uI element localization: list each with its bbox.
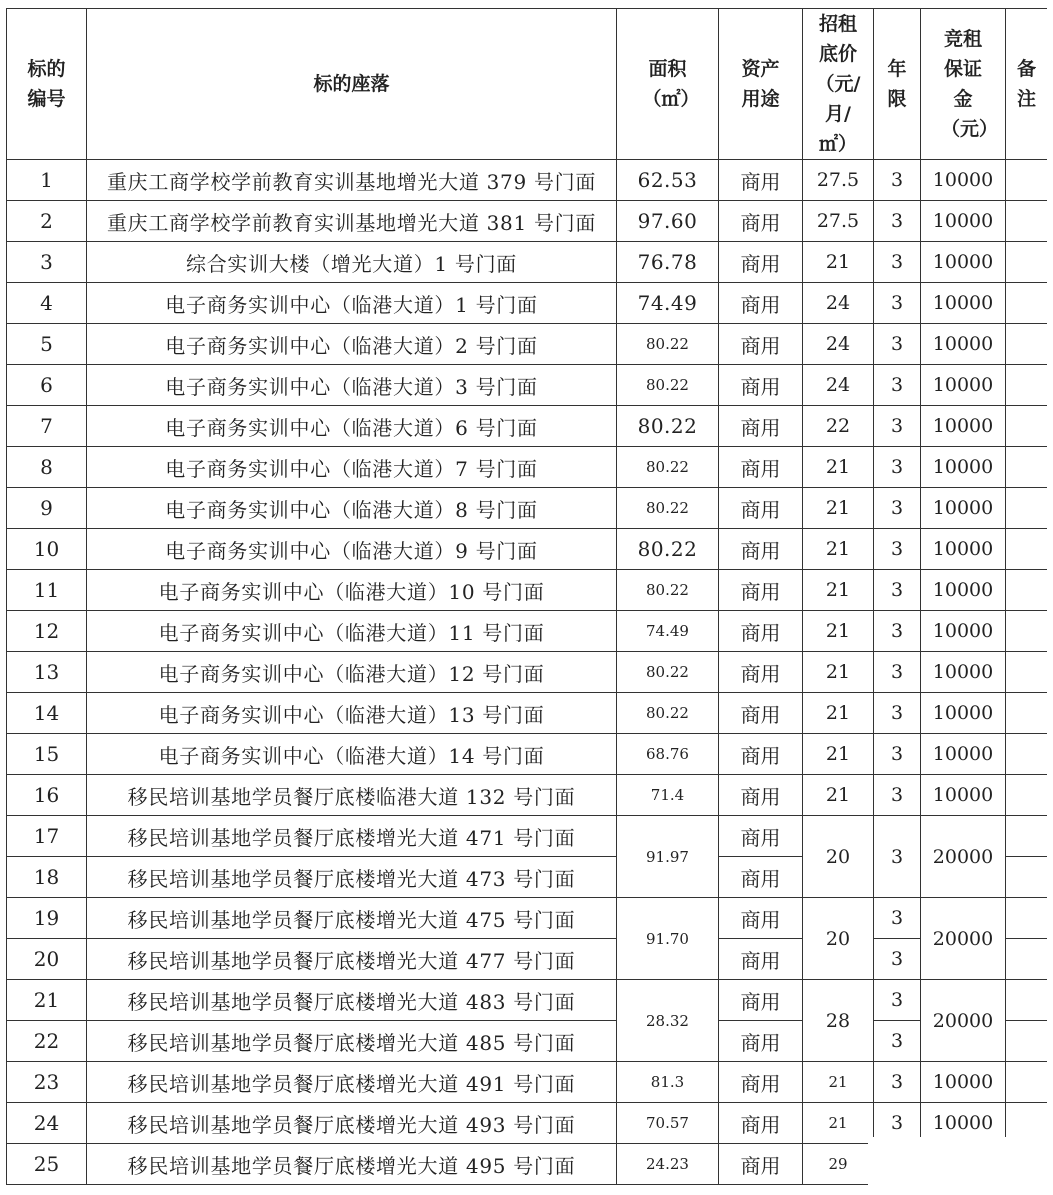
cell-price: 20 (803, 898, 874, 980)
table-row (7, 939, 1048, 980)
cell-price: 24 (803, 365, 874, 406)
cell-no: 21 (7, 980, 87, 1021)
cell-years: 3 (874, 652, 921, 693)
cell-remark (1006, 898, 1048, 939)
table-row (7, 611, 1048, 652)
cell-deposit: 10000 (921, 693, 1006, 734)
cell-area: 80.22 (617, 406, 719, 447)
cell-use: 商用 (719, 529, 803, 570)
cell-area: 62.53 (617, 160, 719, 201)
cell-use: 商用 (719, 201, 803, 242)
cell-deposit: 10000 (921, 1103, 1006, 1144)
cell-no: 19 (7, 898, 87, 939)
cell-years: 3 (874, 324, 921, 365)
header-location: 标的座落 (87, 9, 617, 160)
cell-years: 3 (874, 816, 921, 898)
cell-location: 电子商务实训中心（临港大道）7 号门面 (87, 447, 617, 488)
cell-no: 17 (7, 816, 87, 857)
cell-remark (1006, 160, 1048, 201)
table-row (7, 529, 1048, 570)
cell-no: 4 (7, 283, 87, 324)
header-use: 资产用途 (719, 9, 803, 160)
cell-price: 21 (803, 570, 874, 611)
cell-years: 3 (874, 529, 921, 570)
table-row (7, 488, 1048, 529)
cell-use: 商用 (719, 160, 803, 201)
cell-use: 商用 (719, 365, 803, 406)
cell-deposit: 10000 (921, 611, 1006, 652)
cell-no: 16 (7, 775, 87, 816)
cell-area: 91.70 (617, 898, 719, 980)
cell-years: 3 (874, 406, 921, 447)
cell-use: 商用 (719, 775, 803, 816)
cell-deposit: 10000 (921, 488, 1006, 529)
table-row (7, 406, 1048, 447)
cell-use: 商用 (719, 1103, 803, 1144)
cell-use: 商用 (719, 283, 803, 324)
cell-no: 22 (7, 1021, 87, 1062)
cell-location: 电子商务实训中心（临港大道）14 号门面 (87, 734, 617, 775)
cell-area: 74.49 (617, 283, 719, 324)
cell-price: 29 (803, 1144, 874, 1185)
cell-years: 3 (874, 775, 921, 816)
table-row (7, 365, 1048, 406)
header-no: 标的编号 (7, 9, 87, 160)
cell-deposit: 10000 (921, 1062, 1006, 1103)
cell-location: 移民培训基地学员餐厅底楼增光大道 493 号门面 (87, 1103, 617, 1144)
cell-price: 21 (803, 652, 874, 693)
cell-use: 商用 (719, 406, 803, 447)
header-area: 面积（㎡） (617, 9, 719, 160)
cell-area: 97.60 (617, 201, 719, 242)
cell-location: 电子商务实训中心（临港大道）12 号门面 (87, 652, 617, 693)
cell-price: 21 (803, 775, 874, 816)
cell-area: 81.3 (617, 1062, 719, 1103)
cell-remark (1006, 816, 1048, 857)
cell-area: 76.78 (617, 242, 719, 283)
cell-deposit: 10000 (921, 775, 1006, 816)
cell-remark (1006, 980, 1048, 1021)
cell-use: 商用 (719, 734, 803, 775)
table-row (7, 1021, 1048, 1062)
cell-deposit: 20000 (921, 980, 1006, 1062)
cell-remark (1006, 242, 1048, 283)
cell-deposit: 10000 (921, 734, 1006, 775)
cell-area: 28.32 (617, 980, 719, 1062)
table-row (7, 816, 1048, 857)
cell-no: 13 (7, 652, 87, 693)
cell-remark (1006, 283, 1048, 324)
cell-use: 商用 (719, 488, 803, 529)
table-row (7, 242, 1048, 283)
cell-area: 80.22 (617, 570, 719, 611)
cell-location: 移民培训基地学员餐厅底楼增光大道 473 号门面 (87, 857, 617, 898)
cell-area: 80.22 (617, 324, 719, 365)
cell-no: 8 (7, 447, 87, 488)
cell-use: 商用 (719, 898, 803, 939)
cell-location: 电子商务实训中心（临港大道）6 号门面 (87, 406, 617, 447)
cell-no: 18 (7, 857, 87, 898)
page-cut-area-lower (868, 1148, 1047, 1189)
table-row (7, 734, 1048, 775)
cell-deposit: 10000 (921, 365, 1006, 406)
cell-years: 3 (874, 160, 921, 201)
table-row (7, 898, 1048, 939)
cell-years: 3 (874, 365, 921, 406)
cell-location: 电子商务实训中心（临港大道）3 号门面 (87, 365, 617, 406)
cell-location: 电子商务实训中心（临港大道）10 号门面 (87, 570, 617, 611)
cell-years: 3 (874, 570, 921, 611)
cell-no: 1 (7, 160, 87, 201)
cell-remark (1006, 1021, 1048, 1062)
cell-use: 商用 (719, 1062, 803, 1103)
lease-table (6, 8, 1047, 1185)
cell-price: 28 (803, 980, 874, 1062)
lease-table-page (6, 8, 1047, 1189)
cell-price: 21 (803, 1062, 874, 1103)
cell-price: 22 (803, 406, 874, 447)
cell-deposit: 10000 (921, 283, 1006, 324)
cell-price: 24 (803, 324, 874, 365)
cell-area: 70.57 (617, 1103, 719, 1144)
cell-area: 80.22 (617, 693, 719, 734)
table-row (7, 980, 1048, 1021)
cell-use: 商用 (719, 816, 803, 857)
cell-no: 15 (7, 734, 87, 775)
cell-deposit: 10000 (921, 201, 1006, 242)
cell-remark (1006, 734, 1048, 775)
cell-no: 24 (7, 1103, 87, 1144)
cell-location: 电子商务实训中心（临港大道）11 号门面 (87, 611, 617, 652)
cell-years: 3 (874, 201, 921, 242)
cell-price: 21 (803, 693, 874, 734)
cell-years: 3 (874, 1062, 921, 1103)
cell-remark (1006, 1062, 1048, 1103)
cell-remark (1006, 939, 1048, 980)
cell-price: 21 (803, 734, 874, 775)
cell-remark (1006, 570, 1048, 611)
cell-remark (1006, 447, 1048, 488)
cell-use: 商用 (719, 1021, 803, 1062)
cell-location: 移民培训基地学员餐厅底楼增光大道 477 号门面 (87, 939, 617, 980)
cell-location: 电子商务实训中心（临港大道）9 号门面 (87, 529, 617, 570)
table-row (7, 1062, 1048, 1103)
cell-years: 3 (874, 980, 921, 1021)
cell-price: 27.5 (803, 201, 874, 242)
cell-no: 2 (7, 201, 87, 242)
cell-remark (1006, 324, 1048, 365)
cell-use: 商用 (719, 324, 803, 365)
cell-location: 移民培训基地学员餐厅底楼增光大道 491 号门面 (87, 1062, 617, 1103)
cell-remark (1006, 529, 1048, 570)
cell-area: 80.22 (617, 447, 719, 488)
cell-years: 3 (874, 611, 921, 652)
table-row (7, 283, 1048, 324)
cell-price: 21 (803, 447, 874, 488)
cell-price: 27.5 (803, 160, 874, 201)
cell-no: 9 (7, 488, 87, 529)
cell-remark (1006, 406, 1048, 447)
cell-no: 14 (7, 693, 87, 734)
cell-years: 3 (874, 939, 921, 980)
cell-years: 3 (874, 488, 921, 529)
cell-deposit: 10000 (921, 160, 1006, 201)
cell-use: 商用 (719, 570, 803, 611)
cell-remark (1006, 857, 1048, 898)
cell-location: 综合实训大楼（增光大道）1 号门面 (87, 242, 617, 283)
cell-no: 5 (7, 324, 87, 365)
cell-price: 24 (803, 283, 874, 324)
cell-use: 商用 (719, 857, 803, 898)
cell-use: 商用 (719, 980, 803, 1021)
cell-location: 移民培训基地学员餐厅底楼增光大道 475 号门面 (87, 898, 617, 939)
cell-area: 91.97 (617, 816, 719, 898)
cell-location: 电子商务实训中心（临港大道）1 号门面 (87, 283, 617, 324)
cell-remark (1006, 775, 1048, 816)
cell-no: 10 (7, 529, 87, 570)
cell-no: 20 (7, 939, 87, 980)
cell-price: 21 (803, 242, 874, 283)
cell-deposit: 10000 (921, 652, 1006, 693)
cell-area: 24.23 (617, 1144, 719, 1185)
cell-remark (1006, 488, 1048, 529)
cell-years: 3 (874, 734, 921, 775)
cell-area: 68.76 (617, 734, 719, 775)
cell-location: 电子商务实训中心（临港大道）2 号门面 (87, 324, 617, 365)
cell-use: 商用 (719, 611, 803, 652)
cell-location: 移民培训基地学员餐厅底楼增光大道 495 号门面 (87, 1144, 617, 1185)
cell-location: 移民培训基地学员餐厅底楼增光大道 471 号门面 (87, 816, 617, 857)
header-deposit: 竞租保证金（元） (921, 9, 1006, 160)
cell-no: 3 (7, 242, 87, 283)
cell-price: 21 (803, 1103, 874, 1144)
header-remark: 备注 (1006, 9, 1048, 160)
cell-deposit: 20000 (921, 898, 1006, 980)
cell-location: 重庆工商学校学前教育实训基地增光大道 381 号门面 (87, 201, 617, 242)
cell-years: 3 (874, 1021, 921, 1062)
cell-deposit: 10000 (921, 570, 1006, 611)
cell-price: 21 (803, 611, 874, 652)
cell-location: 移民培训基地学员餐厅底楼临港大道 132 号门面 (87, 775, 617, 816)
cell-location: 移民培训基地学员餐厅底楼增光大道 485 号门面 (87, 1021, 617, 1062)
cell-remark (1006, 693, 1048, 734)
cell-use: 商用 (719, 1144, 803, 1185)
cell-deposit: 10000 (921, 529, 1006, 570)
header-price: 招租底价（元/月/㎡） (803, 9, 874, 160)
cell-remark (1006, 201, 1048, 242)
cell-remark (1006, 365, 1048, 406)
cell-use: 商用 (719, 242, 803, 283)
cell-area: 80.22 (617, 365, 719, 406)
table-row (7, 652, 1048, 693)
cell-deposit: 10000 (921, 324, 1006, 365)
cell-use: 商用 (719, 447, 803, 488)
header-years: 年限 (874, 9, 921, 160)
cell-location: 重庆工商学校学前教育实训基地增光大道 379 号门面 (87, 160, 617, 201)
cell-no: 7 (7, 406, 87, 447)
cell-use: 商用 (719, 693, 803, 734)
cell-no: 11 (7, 570, 87, 611)
cell-deposit: 10000 (921, 242, 1006, 283)
cell-area: 74.49 (617, 611, 719, 652)
cell-years: 3 (874, 898, 921, 939)
cell-area: 71.4 (617, 775, 719, 816)
cell-area: 80.22 (617, 652, 719, 693)
table-row (7, 570, 1048, 611)
header-row (7, 9, 1048, 160)
cell-no: 23 (7, 1062, 87, 1103)
cell-years: 3 (874, 242, 921, 283)
table-row (7, 447, 1048, 488)
cell-location: 移民培训基地学员餐厅底楼增光大道 483 号门面 (87, 980, 617, 1021)
cell-no: 12 (7, 611, 87, 652)
cell-deposit: 10000 (921, 447, 1006, 488)
cell-use: 商用 (719, 652, 803, 693)
cell-area: 80.22 (617, 529, 719, 570)
cell-area: 80.22 (617, 488, 719, 529)
table-row (7, 324, 1048, 365)
cell-remark (1006, 652, 1048, 693)
cell-price: 21 (803, 488, 874, 529)
cell-location: 电子商务实训中心（临港大道）13 号门面 (87, 693, 617, 734)
cell-deposit: 20000 (921, 816, 1006, 898)
cell-location: 电子商务实训中心（临港大道）8 号门面 (87, 488, 617, 529)
table-row (7, 201, 1048, 242)
cell-price: 20 (803, 816, 874, 898)
cell-remark (1006, 611, 1048, 652)
table-row (7, 775, 1048, 816)
cell-use: 商用 (719, 939, 803, 980)
cell-no: 6 (7, 365, 87, 406)
table-row (7, 693, 1048, 734)
table-row (7, 160, 1048, 201)
cell-years: 3 (874, 1103, 921, 1144)
cell-deposit: 10000 (921, 406, 1006, 447)
cell-price: 21 (803, 529, 874, 570)
cell-years: 3 (874, 283, 921, 324)
cell-no: 25 (7, 1144, 87, 1185)
cell-years: 3 (874, 447, 921, 488)
cell-years: 3 (874, 693, 921, 734)
